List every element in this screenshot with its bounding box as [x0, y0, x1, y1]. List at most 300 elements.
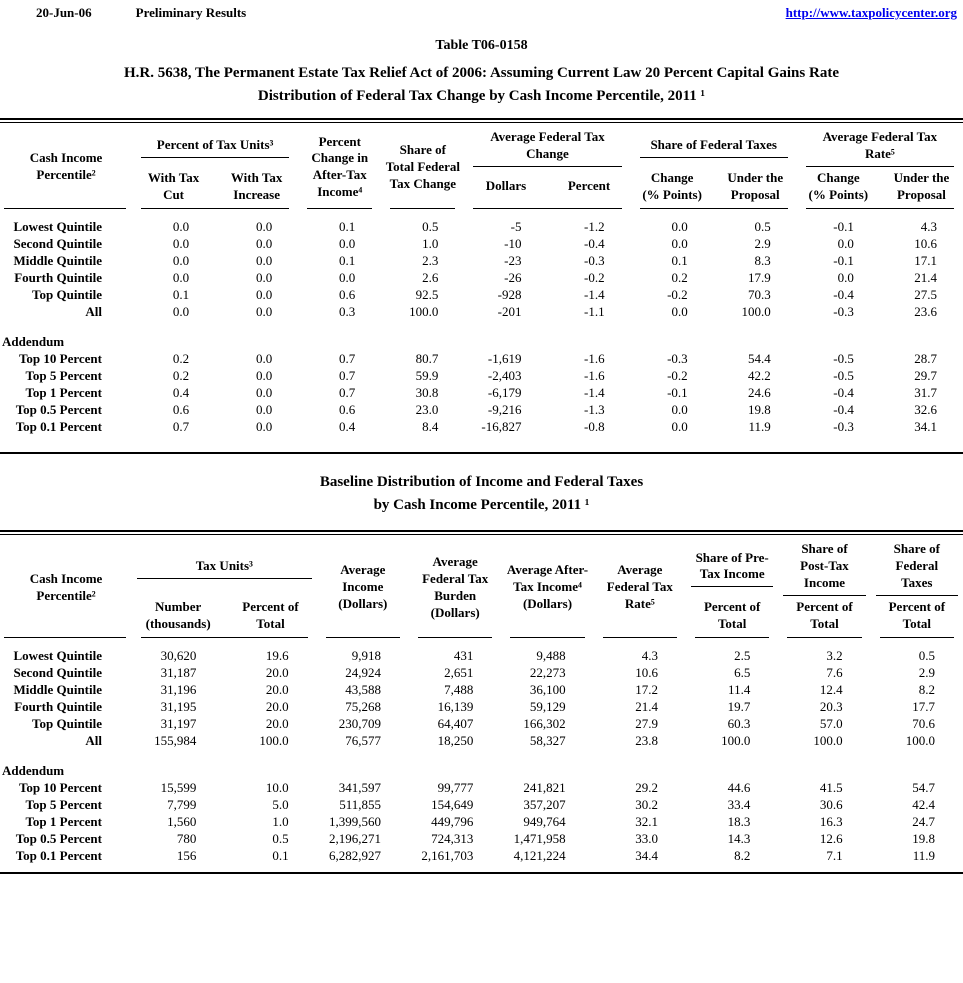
cell-share-federal-taxes: 8.2: [918, 681, 935, 697]
cell-share-total-change: 2.3: [422, 252, 439, 268]
cell-average-tax-rate: 32.1: [635, 813, 658, 829]
cell-tax-units-number: 1,560: [167, 813, 197, 829]
cell-average-tax-burden: 431: [453, 647, 474, 663]
row-label: Top 5 Percent: [25, 367, 102, 383]
cell-tax-units-percent: 0.1: [272, 847, 289, 863]
col-header-change-points: Change (% Points): [808, 169, 869, 202]
cell-avg-change-dollars: -26: [504, 269, 522, 285]
cell-avg-change-dollars: -1,619: [487, 350, 522, 366]
header-rule: [4, 208, 126, 209]
cell-average-tax-burden: 64,407: [437, 715, 474, 731]
table2-title-line1: Baseline Distribution of Income and Federal Taxes: [319, 473, 644, 490]
table2-body: [0, 647, 963, 749]
cell-average-after-tax-income: 241,821: [523, 779, 566, 795]
cell-pct-change-after-tax: 0.3: [339, 303, 356, 319]
cell-share-change-points: -0.1: [667, 384, 688, 400]
row-label: Top 0.1 Percent: [15, 847, 102, 863]
col-header-share-total-federal-tax-change: Share of Total Federal Tax Change: [385, 141, 460, 191]
cell-tax-units-percent: 20.0: [265, 681, 289, 697]
col-header-percent: Percent: [567, 178, 611, 194]
row-label: Lowest Quintile: [13, 218, 102, 234]
cell-share-under-proposal: 0.5: [754, 218, 771, 234]
table-row: [0, 847, 963, 864]
cell-tax-units-percent: 100.0: [259, 732, 289, 748]
row-label: Top 1 Percent: [25, 813, 102, 829]
cell-share-under-proposal: 19.8: [748, 401, 771, 417]
cell-with-tax-increase: 0.0: [255, 350, 273, 366]
report-status: Preliminary Results: [135, 5, 247, 20]
cell-with-tax-increase: 0.0: [255, 252, 273, 268]
cell-average-tax-rate: 30.2: [635, 796, 658, 812]
table-row: [0, 681, 963, 698]
col-group-percent-of-tax-units: Percent of Tax Units³: [141, 135, 289, 158]
cell-with-tax-cut: 0.1: [172, 286, 190, 302]
cell-rate-change-points: -0.4: [833, 384, 854, 400]
spacer: [0, 435, 963, 452]
cell-tax-units-number: 30,620: [160, 647, 197, 663]
cell-rate-change-points: -0.5: [833, 350, 854, 366]
col-header-average-federal-tax-rate: Average Federal Tax Rate⁵: [606, 562, 673, 612]
cell-share-federal-taxes: 17.7: [912, 698, 935, 714]
cell-pct-change-after-tax: 0.7: [339, 350, 356, 366]
cell-average-after-tax-income: 357,207: [523, 796, 566, 812]
cell-with-tax-cut: 0.4: [172, 384, 190, 400]
cell-average-tax-burden: 2,161,703: [421, 847, 474, 863]
cell-tax-units-number: 156: [176, 847, 197, 863]
col-header-under-the-proposal: Under the Proposal: [727, 169, 784, 202]
cell-average-tax-burden: 154,649: [431, 796, 474, 812]
cell-tax-units-percent: 10.0: [265, 779, 289, 795]
cell-with-tax-cut: 0.0: [172, 269, 190, 285]
cell-rate-change-points: -0.4: [833, 401, 854, 417]
cell-share-posttax-income: 16.3: [819, 813, 843, 829]
cell-share-change-points: -0.2: [667, 286, 688, 302]
cell-pct-change-after-tax: 0.1: [339, 252, 356, 268]
row-label: Fourth Quintile: [14, 698, 102, 714]
cell-tax-units-percent: 5.0: [272, 796, 289, 812]
cell-tax-units-percent: 1.0: [272, 813, 289, 829]
cell-share-posttax-income: 3.2: [826, 647, 843, 663]
cell-share-pretax-income: 8.2: [734, 847, 751, 863]
row-label: Top 10 Percent: [18, 779, 102, 795]
cell-average-tax-burden: 449,796: [431, 813, 474, 829]
table2-header: [0, 535, 963, 637]
cell-rate-under-proposal: 34.1: [914, 418, 937, 434]
cell-share-pretax-income: 60.3: [727, 715, 751, 731]
cell-with-tax-cut: 0.0: [172, 252, 190, 268]
cell-avg-change-dollars: -2,403: [487, 367, 522, 383]
cell-average-tax-burden: 724,313: [431, 830, 474, 846]
col-header-average-after-tax-income: Average After-Tax Income⁴ (Dollars): [506, 562, 589, 612]
cell-average-after-tax-income: 36,100: [529, 681, 566, 697]
cell-with-tax-increase: 0.0: [255, 384, 273, 400]
col-group-share-of-federal-taxes: Share of Federal Taxes: [640, 135, 788, 158]
row-label: Middle Quintile: [13, 681, 102, 697]
cell-share-pretax-income: 33.4: [727, 796, 751, 812]
header-rule: [326, 637, 400, 638]
cell-avg-change-percent: -1.6: [584, 367, 605, 383]
table-row: [0, 235, 963, 252]
row-label: Second Quintile: [13, 664, 102, 680]
header-rule: [307, 208, 372, 209]
cell-share-total-change: 92.5: [415, 286, 439, 302]
col-header-with-tax-increase: With Tax Increase: [230, 169, 283, 202]
table2-titles: [0, 471, 963, 518]
cell-average-tax-rate: 34.4: [635, 847, 658, 863]
cell-average-tax-rate: 10.6: [635, 664, 658, 680]
cell-avg-change-percent: -1.3: [584, 401, 605, 417]
table1-body: [0, 218, 963, 320]
table-row: [0, 218, 963, 235]
cell-share-change-points: 0.0: [671, 235, 688, 251]
cell-with-tax-cut: 0.7: [172, 418, 190, 434]
cell-share-pretax-income: 11.4: [728, 681, 751, 697]
cell-average-income: 24,924: [345, 664, 381, 680]
cell-share-pretax-income: 18.3: [727, 813, 751, 829]
cell-avg-change-dollars: -6,179: [487, 384, 522, 400]
cell-average-after-tax-income: 949,764: [523, 813, 566, 829]
cell-rate-change-points: -0.3: [833, 303, 854, 319]
cell-share-change-points: -0.3: [667, 350, 688, 366]
cell-share-total-change: 8.4: [422, 418, 439, 434]
col-header-percent-of-total: Percent of Total: [796, 598, 853, 631]
cell-with-tax-cut: 0.2: [172, 350, 190, 366]
page-header: [0, 0, 963, 21]
col-header-pct-change-after-tax-income: Percent Change in After-Tax Income⁴: [311, 133, 369, 200]
table1-titles: [0, 38, 963, 105]
cell-share-pretax-income: 14.3: [727, 830, 751, 846]
header-rule: [640, 208, 788, 209]
row-label: Middle Quintile: [13, 252, 102, 268]
col-header-under-the-proposal: Under the Proposal: [893, 169, 950, 202]
spacer: [0, 864, 963, 872]
header-rule: [510, 637, 584, 638]
cell-tax-units-percent: 20.0: [265, 715, 289, 731]
cell-share-pretax-income: 44.6: [727, 779, 751, 795]
header-rule: [603, 637, 677, 638]
cell-with-tax-cut: 0.0: [172, 303, 190, 319]
report-date: 20-Jun-06: [36, 5, 92, 20]
cell-with-tax-cut: 0.0: [172, 218, 190, 234]
table-row: [0, 286, 963, 303]
cell-average-tax-rate: 23.8: [635, 732, 658, 748]
cell-average-after-tax-income: 59,129: [529, 698, 566, 714]
table-row: [0, 401, 963, 418]
cell-with-tax-cut: 0.0: [172, 235, 190, 251]
cell-pct-change-after-tax: 0.7: [339, 384, 356, 400]
cell-tax-units-number: 31,197: [160, 715, 197, 731]
cell-average-after-tax-income: 166,302: [523, 715, 566, 731]
cell-tax-units-percent: 19.6: [265, 647, 289, 663]
cell-share-federal-taxes: 42.4: [912, 796, 935, 812]
col-group-share-of-pretax-income: Share of Pre-Tax Income: [691, 548, 773, 588]
cell-pct-change-after-tax: 0.0: [339, 235, 356, 251]
cell-average-income: 6,282,927: [329, 847, 381, 863]
table2-addendum-label: Addendum: [2, 762, 65, 778]
cell-average-tax-rate: 21.4: [635, 698, 658, 714]
cell-avg-change-percent: -1.6: [584, 350, 605, 366]
cell-average-after-tax-income: 9,488: [536, 647, 566, 663]
table2-addendum-body: [0, 779, 963, 864]
row-label: Top 1 Percent: [25, 384, 102, 400]
cell-rate-under-proposal: 17.1: [914, 252, 937, 268]
header-rule: [418, 637, 492, 638]
cell-share-change-points: 0.0: [671, 218, 688, 234]
table-row: [0, 664, 963, 681]
row-label: All: [85, 732, 102, 748]
table-row: [0, 269, 963, 286]
table-row: [0, 303, 963, 320]
cell-share-total-change: 2.6: [422, 269, 439, 285]
table1-title: H.R. 5638, The Permanent Estate Tax Relief Act of 2006: Assuming Current Law 20 Percent Capital Gains Rate: [124, 65, 839, 81]
cell-tax-units-percent: 20.0: [265, 698, 289, 714]
header-rule: [141, 637, 308, 638]
cell-share-under-proposal: 70.3: [748, 286, 771, 302]
header-rule: [4, 637, 126, 638]
col-header-average-income: Average Income (Dollars): [338, 562, 388, 612]
cell-tax-units-number: 155,984: [154, 732, 197, 748]
cell-avg-change-dollars: -16,827: [481, 418, 522, 434]
table-row: [0, 350, 963, 367]
table1-subtitle: Distribution of Federal Tax Change by Cash Income Percentile, 2011 ¹: [257, 88, 706, 104]
row-label: Top 0.1 Percent: [15, 418, 102, 434]
cell-average-income: 230,709: [338, 715, 381, 731]
cell-avg-change-percent: -0.4: [584, 235, 605, 251]
table-row: [0, 830, 963, 847]
cell-share-federal-taxes: 70.6: [912, 715, 935, 731]
cell-pct-change-after-tax: 0.6: [339, 401, 356, 417]
header-rule: [473, 208, 621, 209]
cell-rate-under-proposal: 23.6: [914, 303, 937, 319]
cell-avg-change-dollars: -5: [510, 218, 522, 234]
cell-share-posttax-income: 7.6: [826, 664, 843, 680]
col-header-with-tax-cut: With Tax Cut: [147, 169, 200, 202]
cell-average-income: 9,918: [351, 647, 381, 663]
cell-pct-change-after-tax: 0.7: [339, 367, 356, 383]
col-header-number-thousands: Number (thousands): [145, 598, 211, 631]
cell-average-tax-rate: 27.9: [635, 715, 658, 731]
cell-share-pretax-income: 100.0: [721, 732, 751, 748]
cell-average-income: 341,597: [338, 779, 381, 795]
cell-average-tax-burden: 99,777: [437, 779, 474, 795]
col-header-dollars: Dollars: [485, 178, 527, 194]
cell-tax-units-percent: 0.5: [272, 830, 289, 846]
cell-share-under-proposal: 24.6: [748, 384, 771, 400]
cell-share-under-proposal: 54.4: [748, 350, 771, 366]
cell-avg-change-dollars: -10: [504, 235, 522, 251]
cell-rate-under-proposal: 28.7: [914, 350, 937, 366]
col-header-average-federal-tax-burden: Average Federal Tax Burden (Dollars): [422, 554, 489, 620]
cell-share-posttax-income: 100.0: [813, 732, 843, 748]
cell-share-under-proposal: 8.3: [754, 252, 771, 268]
cell-avg-change-percent: -0.2: [584, 269, 605, 285]
cell-rate-under-proposal: 29.7: [914, 367, 937, 383]
cell-rate-under-proposal: 32.6: [914, 401, 937, 417]
table-row: [0, 779, 963, 796]
cell-average-tax-rate: 4.3: [641, 647, 658, 663]
cell-share-federal-taxes: 0.5: [918, 647, 935, 663]
row-label: Fourth Quintile: [14, 269, 102, 285]
cell-with-tax-increase: 0.0: [255, 367, 273, 383]
cell-average-tax-burden: 18,250: [437, 732, 474, 748]
cell-with-tax-increase: 0.0: [255, 235, 273, 251]
cell-rate-change-points: -0.3: [833, 418, 854, 434]
table-row: [0, 698, 963, 715]
cell-tax-units-number: 780: [176, 830, 197, 846]
cell-share-change-points: 0.2: [671, 269, 688, 285]
cell-average-tax-rate: 33.0: [635, 830, 658, 846]
cell-average-income: 1,399,560: [329, 813, 381, 829]
cell-average-tax-burden: 16,139: [437, 698, 474, 714]
cell-share-total-change: 30.8: [415, 384, 439, 400]
taxpolicycenter-link[interactable]: http://www.taxpolicycenter.org: [785, 5, 957, 20]
cell-avg-change-dollars: -928: [497, 286, 522, 302]
cell-rate-under-proposal: 31.7: [914, 384, 937, 400]
table2-title-line2: by Cash Income Percentile, 2011 ¹: [373, 496, 590, 513]
cell-rate-change-points: -0.4: [833, 286, 854, 302]
cell-average-income: 75,268: [345, 698, 381, 714]
cell-avg-change-percent: -1.4: [584, 384, 605, 400]
cell-avg-change-dollars: -23: [504, 252, 522, 268]
table-row: [0, 384, 963, 401]
col-group-share-of-posttax-income: Share of Post-Tax Income: [783, 539, 865, 596]
cell-average-tax-burden: 2,651: [444, 664, 474, 680]
cell-tax-units-number: 31,196: [160, 681, 197, 697]
cell-share-federal-taxes: 11.9: [912, 847, 935, 863]
cell-share-change-points: 0.0: [671, 401, 688, 417]
cell-share-federal-taxes: 19.8: [912, 830, 935, 846]
col-header-cash-income-percentile: Cash Income Percentile²: [29, 150, 103, 183]
cell-share-change-points: 0.0: [671, 303, 688, 319]
cell-share-total-change: 0.5: [422, 218, 439, 234]
table-row: [0, 647, 963, 664]
header-rule: [390, 208, 455, 209]
cell-with-tax-increase: 0.0: [255, 269, 273, 285]
table-row: [0, 796, 963, 813]
cell-average-after-tax-income: 22,273: [529, 664, 566, 680]
table1-addendum-body: [0, 350, 963, 435]
cell-average-tax-burden: 7,488: [444, 681, 474, 697]
table-row: [0, 367, 963, 384]
header-rule: [695, 637, 769, 638]
cell-avg-change-dollars: -9,216: [487, 401, 522, 417]
cell-share-total-change: 59.9: [415, 367, 439, 383]
col-header-percent-of-total: Percent of Total: [242, 598, 299, 631]
row-label: Top 0.5 Percent: [15, 401, 102, 417]
cell-with-tax-increase: 0.0: [255, 303, 273, 319]
cell-share-posttax-income: 30.6: [819, 796, 843, 812]
cell-share-pretax-income: 2.5: [734, 647, 751, 663]
table-row: [0, 418, 963, 435]
cell-rate-under-proposal: 4.3: [920, 218, 937, 234]
cell-share-pretax-income: 6.5: [734, 664, 751, 680]
cell-tax-units-percent: 20.0: [265, 664, 289, 680]
cell-tax-units-number: 15,599: [160, 779, 197, 795]
cell-pct-change-after-tax: 0.4: [339, 418, 356, 434]
header-rule: [787, 637, 861, 638]
cell-rate-under-proposal: 27.5: [914, 286, 937, 302]
row-label: Top Quintile: [32, 286, 102, 302]
cell-share-posttax-income: 20.3: [819, 698, 843, 714]
cell-rate-change-points: -0.1: [833, 218, 854, 234]
col-header-cash-income-percentile: Cash Income Percentile²: [29, 570, 103, 603]
table1-header: [0, 123, 963, 209]
cell-average-income: 43,588: [345, 681, 381, 697]
cell-share-federal-taxes: 2.9: [918, 664, 935, 680]
cell-share-change-points: 0.1: [671, 252, 688, 268]
cell-with-tax-increase: 0.0: [255, 401, 273, 417]
header-rule: [880, 637, 954, 638]
row-label: Second Quintile: [13, 235, 102, 251]
row-label: Top 10 Percent: [18, 350, 102, 366]
row-label: Top Quintile: [32, 715, 102, 731]
table1-addendum-label: Addendum: [2, 333, 65, 349]
row-label: All: [85, 303, 102, 319]
row-label: Top 5 Percent: [25, 796, 102, 812]
cell-tax-units-number: 7,799: [167, 796, 197, 812]
header-rule: [141, 208, 289, 209]
cell-pct-change-after-tax: 0.1: [339, 218, 356, 234]
row-label: Top 0.5 Percent: [15, 830, 102, 846]
row-label: Lowest Quintile: [13, 647, 102, 663]
cell-tax-units-number: 31,187: [160, 664, 197, 680]
cell-pct-change-after-tax: 0.6: [339, 286, 356, 302]
table-row: [0, 732, 963, 749]
cell-rate-under-proposal: 10.6: [914, 235, 937, 251]
cell-share-posttax-income: 41.5: [819, 779, 843, 795]
cell-average-tax-rate: 17.2: [635, 681, 658, 697]
cell-with-tax-cut: 0.2: [172, 367, 190, 383]
cell-pct-change-after-tax: 0.0: [339, 269, 356, 285]
col-group-share-of-federal-taxes: Share of Federal Taxes: [876, 539, 958, 596]
cell-share-posttax-income: 7.1: [826, 847, 843, 863]
cell-average-income: 2,196,271: [329, 830, 381, 846]
cell-share-under-proposal: 11.9: [748, 418, 771, 434]
col-group-tax-units: Tax Units³: [137, 556, 312, 579]
cell-share-posttax-income: 12.6: [819, 830, 843, 846]
cell-rate-change-points: -0.1: [833, 252, 854, 268]
cell-rate-change-points: -0.5: [833, 367, 854, 383]
cell-with-tax-increase: 0.0: [255, 218, 273, 234]
cell-share-posttax-income: 57.0: [819, 715, 843, 731]
cell-avg-change-percent: -0.3: [584, 252, 605, 268]
cell-average-income: 76,577: [345, 732, 381, 748]
cell-share-total-change: 80.7: [415, 350, 439, 366]
cell-tax-units-number: 31,195: [160, 698, 197, 714]
cell-share-federal-taxes: 24.7: [912, 813, 935, 829]
cell-rate-change-points: 0.0: [837, 235, 854, 251]
cell-avg-change-percent: -1.4: [584, 286, 605, 302]
cell-average-income: 511,855: [339, 796, 381, 812]
cell-share-change-points: -0.2: [667, 367, 688, 383]
cell-average-after-tax-income: 4,121,224: [513, 847, 566, 863]
col-header-change-points: Change (% Points): [642, 169, 702, 202]
cell-avg-change-percent: -1.2: [584, 218, 605, 234]
table-row: [0, 252, 963, 269]
col-group-average-federal-tax-rate: Average Federal Tax Rate⁵: [806, 127, 954, 167]
cell-share-under-proposal: 2.9: [754, 235, 771, 251]
cell-average-tax-rate: 29.2: [635, 779, 658, 795]
cell-share-total-change: 100.0: [409, 303, 439, 319]
cell-avg-change-percent: -1.1: [584, 303, 605, 319]
cell-average-after-tax-income: 1,471,958: [513, 830, 566, 846]
cell-rate-under-proposal: 21.4: [914, 269, 937, 285]
cell-share-total-change: 23.0: [415, 401, 439, 417]
table1-number: Table T06-0158: [435, 38, 528, 53]
cell-avg-change-percent: -0.8: [584, 418, 605, 434]
table-row: [0, 813, 963, 830]
col-header-percent-of-total: Percent of Total: [703, 598, 761, 631]
